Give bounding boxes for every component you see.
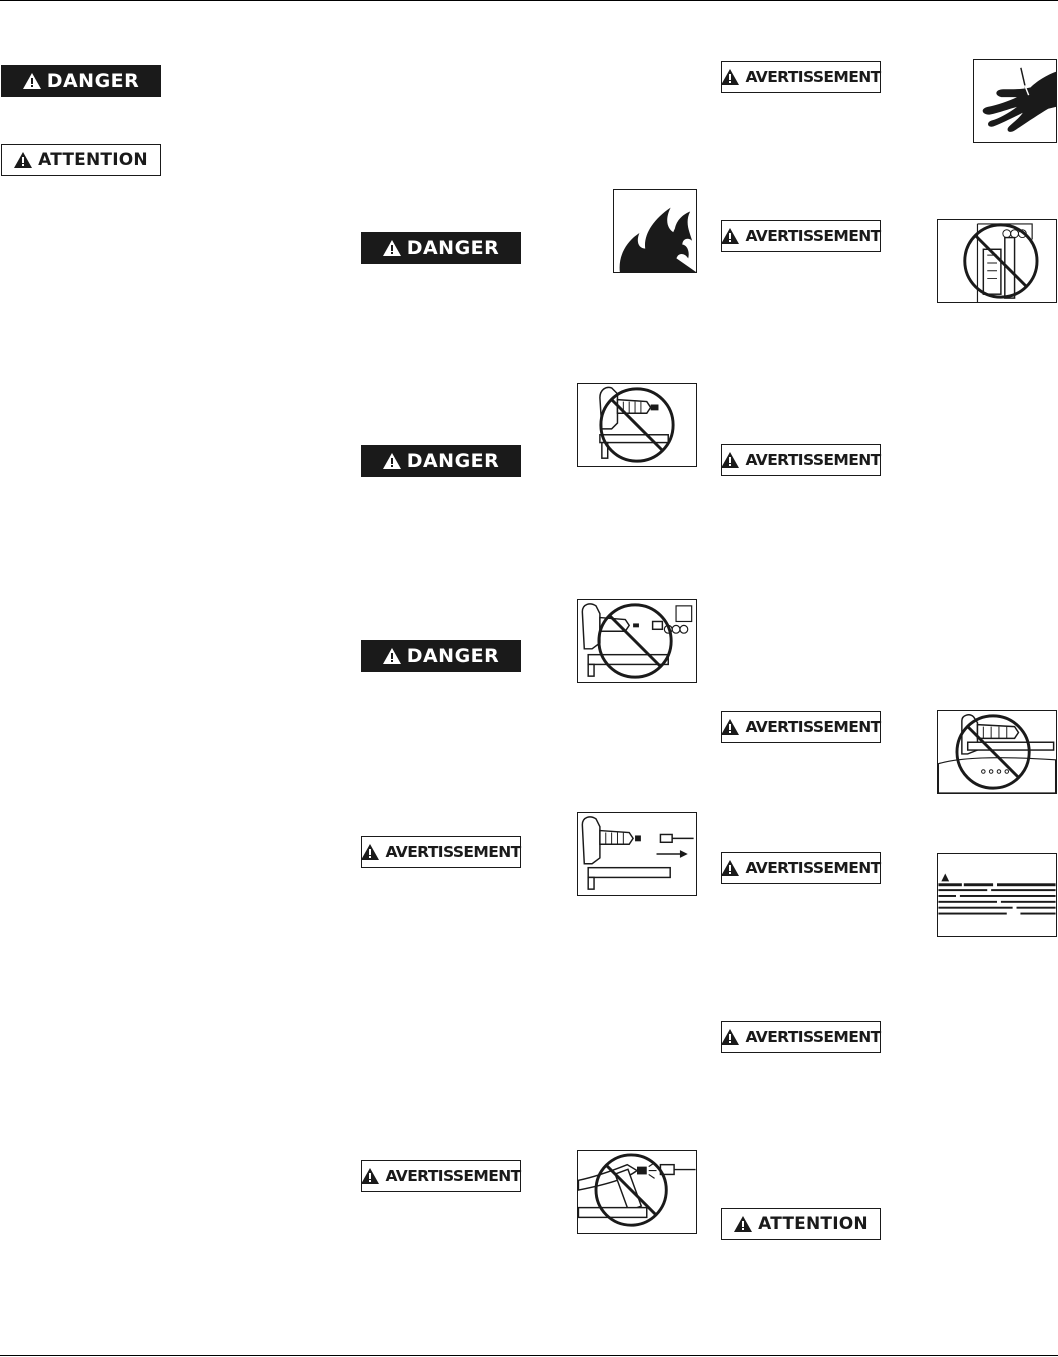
warning-triangle-icon <box>721 69 739 85</box>
hand-puncture-icon <box>973 59 1057 143</box>
avertissement-text: AVERTISSEMENT <box>385 1167 521 1185</box>
danger-label-4 <box>361 640 521 672</box>
warning-triangle-icon <box>721 452 739 468</box>
danger-text: DANGER <box>406 645 500 667</box>
warning-label-icon <box>937 853 1057 937</box>
attention-text: ATTENTION <box>38 150 148 170</box>
bottom-rule <box>0 1355 1058 1356</box>
avertissement-text: AVERTISSEMENT <box>745 227 881 245</box>
warning-triangle-icon <box>23 73 41 89</box>
warning-triangle-icon <box>383 648 401 664</box>
attention-label-2 <box>721 1208 881 1240</box>
avertissement-label-2 <box>361 1160 521 1192</box>
warning-triangle-icon <box>383 453 401 469</box>
prohibited-carry-icon <box>937 219 1057 303</box>
avertissement-text: AVERTISSEMENT <box>745 859 881 877</box>
warning-triangle-icon <box>361 844 379 860</box>
warning-triangle-icon <box>721 1029 739 1045</box>
prohibited-hose-icon <box>577 1150 697 1234</box>
prohibited-hand-near-icon <box>937 710 1057 794</box>
danger-text: DANGER <box>46 70 140 92</box>
avertissement-label-3 <box>721 61 881 93</box>
warning-triangle-icon <box>734 1216 752 1232</box>
warning-triangle-icon <box>721 719 739 735</box>
danger-text: DANGER <box>406 237 500 259</box>
warning-triangle-icon <box>721 228 739 244</box>
danger-label-2 <box>361 232 521 264</box>
avertissement-text: AVERTISSEMENT <box>745 68 881 86</box>
danger-label-3 <box>361 445 521 477</box>
attention-label-1 <box>1 144 161 176</box>
flame-icon <box>613 189 697 273</box>
avertissement-text: AVERTISSEMENT <box>745 451 881 469</box>
prohibited-tool-icon <box>577 383 697 467</box>
avertissement-text: AVERTISSEMENT <box>385 843 521 861</box>
attention-text: ATTENTION <box>758 1214 868 1234</box>
prohibited-connect-icon <box>577 599 697 683</box>
warning-triangle-icon <box>383 240 401 256</box>
avertissement-label-6 <box>721 711 881 743</box>
warning-triangle-icon <box>721 860 739 876</box>
warning-triangle-icon <box>14 152 32 168</box>
danger-text: DANGER <box>406 450 500 472</box>
danger-label-1 <box>1 65 161 97</box>
top-rule <box>0 0 1058 1</box>
avertissement-label-5 <box>721 444 881 476</box>
avertissement-text: AVERTISSEMENT <box>745 1028 881 1046</box>
avertissement-label-1 <box>361 836 521 868</box>
avertissement-label-4 <box>721 220 881 252</box>
disconnect-air-icon <box>577 812 697 896</box>
warning-triangle-icon <box>361 1168 379 1184</box>
avertissement-text: AVERTISSEMENT <box>745 718 881 736</box>
avertissement-label-7 <box>721 852 881 884</box>
avertissement-label-8 <box>721 1021 881 1053</box>
